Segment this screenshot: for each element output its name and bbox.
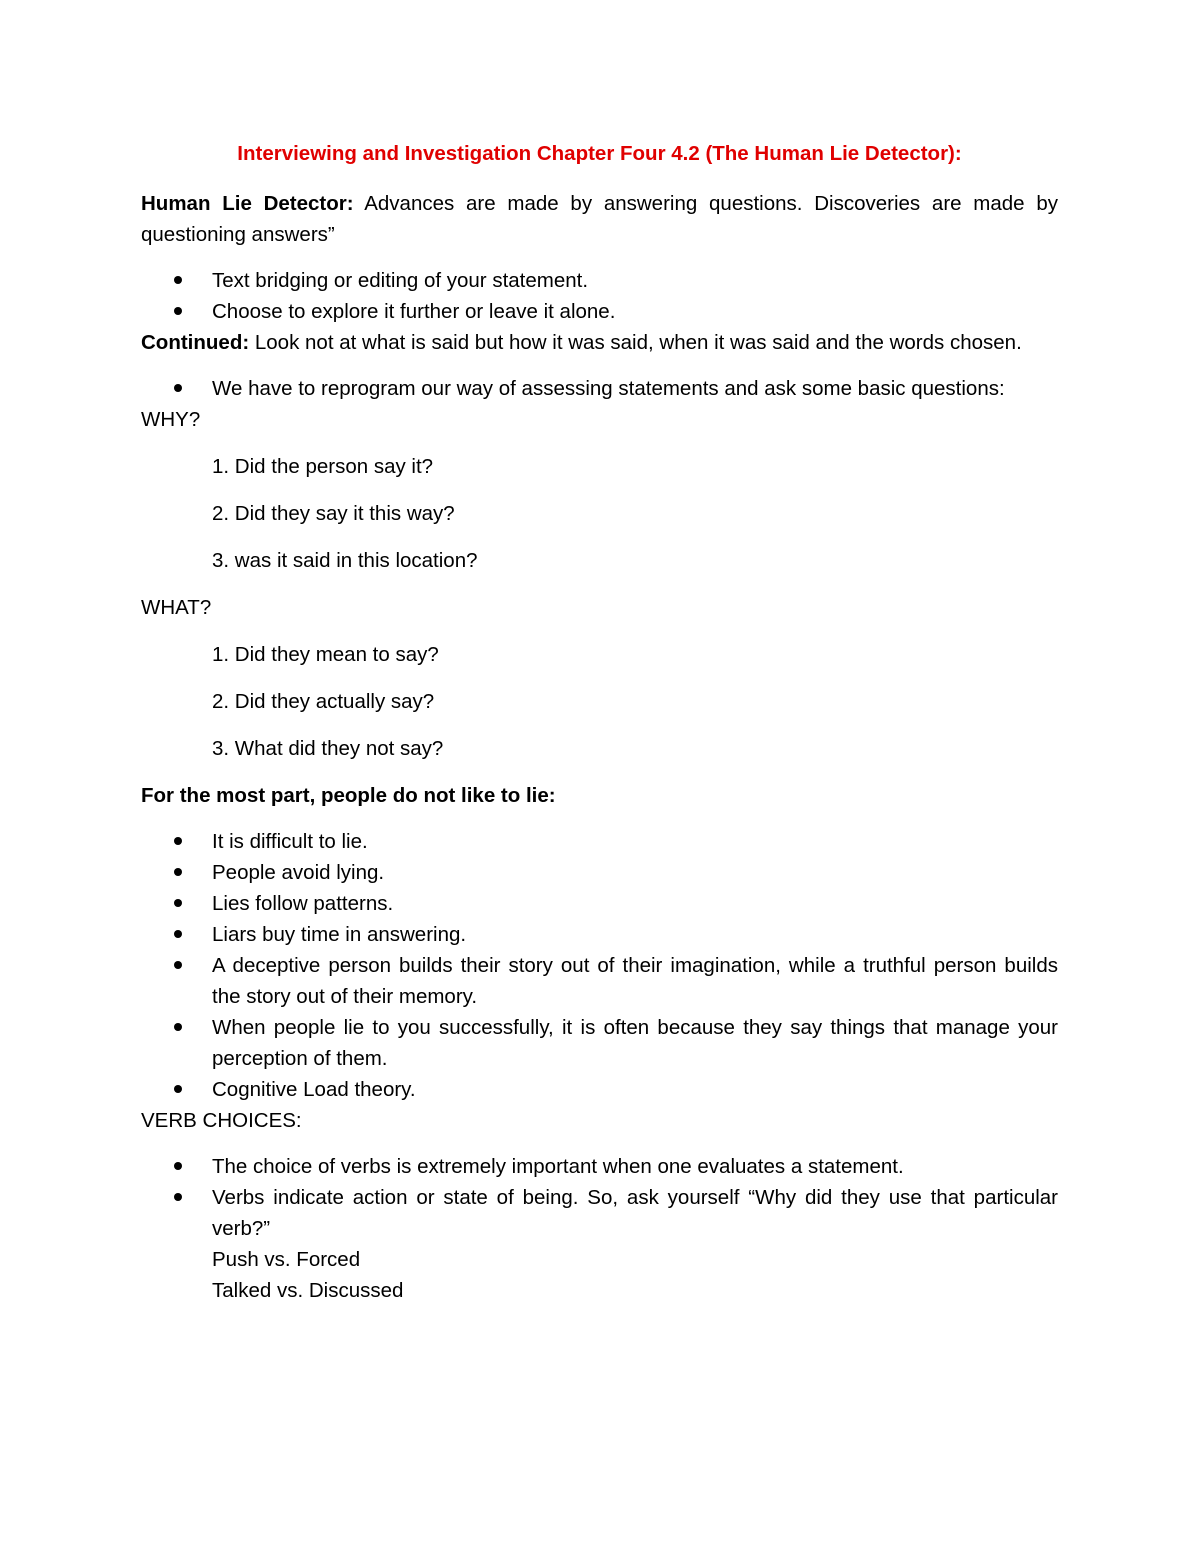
continued-paragraph xyxy=(141,327,1058,358)
bullet-icon xyxy=(174,1162,182,1170)
bullet-icon xyxy=(174,307,182,315)
verb-example: Talked vs. Discussed xyxy=(212,1279,404,1302)
document-page xyxy=(141,138,1058,1306)
intro-bullet-list xyxy=(141,265,1058,327)
why-numbered-list xyxy=(141,451,1058,576)
list-item: Lies follow patterns. xyxy=(141,888,1058,919)
what-numbered-list xyxy=(141,639,1058,764)
why-heading: WHY? xyxy=(141,408,201,431)
continued-bullet-list xyxy=(141,373,1058,404)
verb-example: Push vs. Forced xyxy=(212,1248,361,1271)
bullet-icon xyxy=(174,868,182,876)
list-item: Text bridging or editing of your statement. xyxy=(141,265,1058,296)
continued-text: Look not at what is said but how it was said, when it was said and the words chosen. xyxy=(254,331,1022,354)
bullet-icon xyxy=(174,961,182,969)
bullet-icon xyxy=(174,1023,182,1031)
bullet-icon xyxy=(174,1193,182,1201)
list-item: Verbs indicate action or state of being. So, ask yourself “Why did they use that particular verb?” Push vs. Forced Talked vs. Discussed xyxy=(141,1182,1058,1306)
intro-paragraph xyxy=(141,188,1058,250)
list-item: 2. Did they actually say? xyxy=(212,690,435,713)
list-item: Cognitive Load theory. xyxy=(141,1074,1058,1105)
verbs-bullet-list xyxy=(141,1151,1058,1306)
lie-heading-text: For the most part, people do not like to lie: xyxy=(141,784,556,807)
list-item: 1. Did they mean to say? xyxy=(212,643,439,666)
verbs-heading: VERB CHOICES: xyxy=(141,1109,302,1132)
lie-bullet-list xyxy=(141,826,1058,1105)
what-heading: WHAT? xyxy=(141,596,212,619)
continued-label: Continued: xyxy=(141,331,250,354)
list-item: 3. was it said in this location? xyxy=(212,549,478,572)
list-item: People avoid lying. xyxy=(141,857,1058,888)
list-item: 3. What did they not say? xyxy=(212,737,444,760)
list-item: We have to reprogram our way of assessing statements and ask some basic questions: xyxy=(141,373,1058,404)
intro-text: Advances are made by answering questions. Discoveries are made by questioning answers” xyxy=(141,192,1058,246)
intro-label: Human Lie Detector: xyxy=(141,192,354,215)
bullet-icon xyxy=(174,1085,182,1093)
list-item: It is difficult to lie. xyxy=(141,826,1058,857)
list-item: The choice of verbs is extremely important when one evaluates a statement. xyxy=(141,1151,1058,1182)
list-item: When people lie to you successfully, it is often because they say things that manage your perception of them. xyxy=(141,1012,1058,1074)
lie-heading xyxy=(141,780,1058,811)
bullet-icon xyxy=(174,276,182,284)
bullet-icon xyxy=(174,384,182,392)
bullet-icon xyxy=(174,899,182,907)
document-title: Interviewing and Investigation Chapter Four 4.2 (The Human Lie Detector): xyxy=(237,142,962,165)
bullet-icon xyxy=(174,930,182,938)
bullet-icon xyxy=(174,837,182,845)
list-item: 1. Did the person say it? xyxy=(212,455,434,478)
list-item: 2. Did they say it this way? xyxy=(212,502,455,525)
list-item: A deceptive person builds their story out of their imagination, while a truthful person builds the story out of their memory. xyxy=(141,950,1058,1012)
list-item: Choose to explore it further or leave it alone. xyxy=(141,296,1058,327)
list-item: Liars buy time in answering. xyxy=(141,919,1058,950)
